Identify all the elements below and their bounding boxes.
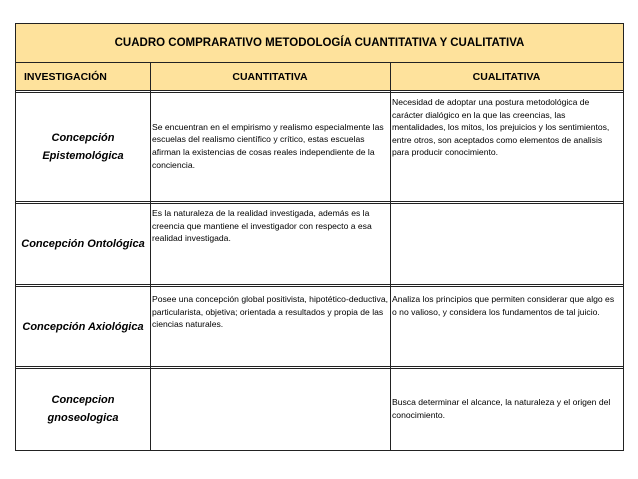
header-cuantitativa <box>150 63 390 91</box>
column-divider <box>390 63 391 450</box>
header-investigacion-label: INVESTIGACIÓN <box>24 70 107 83</box>
cell-cuantitativa-axiologica <box>152 287 388 366</box>
column-divider <box>150 63 151 450</box>
cell-cualitativa-axiologica <box>392 287 621 366</box>
cell-cuantitativa-ontologica <box>152 204 388 284</box>
row-label-ontologica: Concepción Ontológica <box>21 238 145 250</box>
header-cualitativa-label: CUALITATIVA <box>472 70 541 83</box>
header-cuantitativa-label: CUANTITATIVA <box>232 70 308 83</box>
cell-text: Busca determinar el alcance, la naturaleza y el origen del conocimiento. <box>392 397 611 420</box>
cell-cualitativa-ontologica <box>392 204 621 284</box>
cell-text: Es la naturaleza de la realidad investigada, además es la creencia que mantiene el investigador con respecto a esa realidad investigada. <box>152 208 372 244</box>
cell-cuantitativa-gnoseologica <box>152 369 388 449</box>
table-title: CUADRO COMPRARATIVO METODOLOGÍA CUANTITATIVA Y CUALITATIVA <box>16 24 623 63</box>
cell-text: Necesidad de adoptar una postura metodológica de carácter dialógico en la que las creencias, las mentalidades, los mitos, los prejuicios y los sentimientos, entre otros, son aceptados como elementos de analisis para producir conocimiento. <box>392 97 610 158</box>
header-investigacion <box>16 63 150 91</box>
cell-cualitativa-gnoseologica <box>392 369 621 449</box>
header-cualitativa <box>390 63 623 91</box>
comparison-table <box>15 23 624 451</box>
row-label-epistemologica: Concepción Epistemológica <box>42 132 124 162</box>
cell-text: Analiza los principios que permiten considerar que algo es o no valioso, y considera los fundamentos de tal juicio. <box>392 294 615 317</box>
cell-text: Se encuentran en el empirismo y realismo especialmente las escuelas del realismo científico y crítico, estas escuelas afirman la existencias de cosas reales independiente de la conciencia. <box>152 121 384 170</box>
row-label-axiologica: Concepción Axiológica <box>22 320 144 333</box>
cell-cualitativa-epistemologica <box>392 93 621 199</box>
cell-cuantitativa-epistemologica <box>152 93 388 199</box>
cell-text: Posee una concepción global positivista, hipotético-deductiva, particularista, objetiva; orientada a resultados y propia de las ciencias naturales. <box>152 294 389 330</box>
row-label-gnoseologica: Concepcion gnoseologica <box>47 394 119 424</box>
